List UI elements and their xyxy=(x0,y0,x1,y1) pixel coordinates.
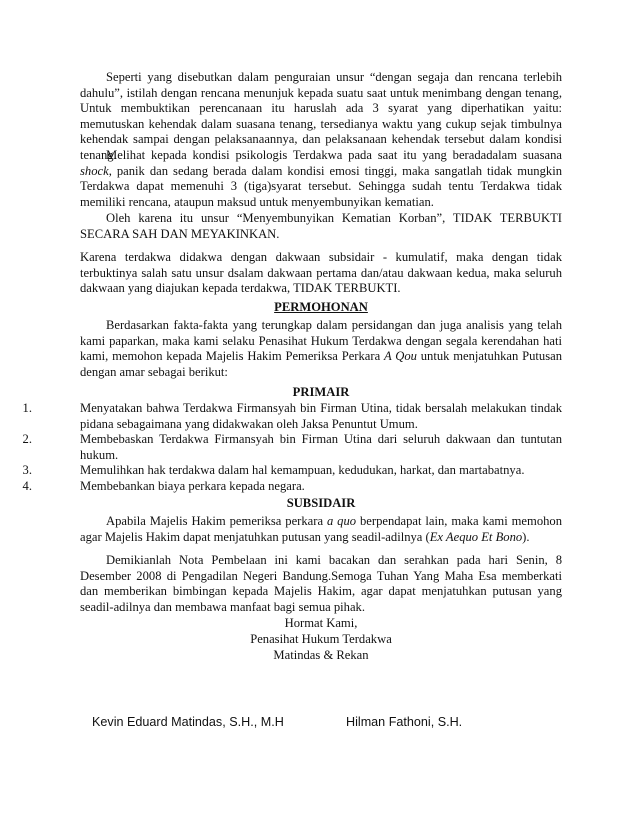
paragraph-text: Karena terdakwa didakwa dengan dakwaan subsidair - kumulatif, maka dengan tidak terbuktinya salah satu unsur dsalam dakwaan pertama dan/atau dakwaan kedua, maka seluruh dakwaan yang diajukan kepada terdakwa, TIDAK TERBUKTI. xyxy=(80,250,562,296)
paragraph-text: , panik dan sedang berada dalam kondisi emosi tinggi, maka sangatlah tidak mungkin Terdakwa dapat memenuhi 3 (tiga)syarat tersebut. Sehingga sudah tentu Terdakwa tidak memiliki rencana, ataupun maksud untuk menyembunyikan kematian. xyxy=(80,163,562,209)
heading-primair: PRIMAIR xyxy=(292,385,350,399)
list-text: Memulihkan hak terdakwa dalam hal kemampuan, kedudukan, harkat, dan martabatnya. xyxy=(80,463,525,478)
list-text: Menyatakan bahwa Terdakwa Firmansyah bin Firman Utina, tidak bersalah melakukan tindak pidana sebagaimana yang didakwakan oleh Jaksa Penuntut Umum. xyxy=(80,401,562,431)
paragraph-subsidair xyxy=(80,514,562,545)
list-item xyxy=(22,401,562,432)
closing-role: Penasihat Hukum Terdakwa xyxy=(250,632,392,646)
list-text: Membebankan biaya perkara kepada negara. xyxy=(80,478,305,493)
paragraph-text: ). xyxy=(522,529,530,544)
paragraph-cumulative-charge xyxy=(80,250,562,297)
list-number: 2. xyxy=(22,432,32,447)
paragraph-request xyxy=(80,318,562,380)
paragraph-text: Oleh karena itu unsur “Menyembunyikan Kematian Korban”, TIDAK TERBUKTI SECARA SAH DAN MEYAKINKAN. xyxy=(80,211,562,241)
italic-term: A Qou xyxy=(383,349,417,364)
paragraph-text: Seperti yang disebutkan dalam penguraian unsur “dengan segaja dan rencana terlebih dahulu”, istilah dengan rencana menunjuk kepada suatu saat untuk menimbang dengan tenang, Untuk membuktikan perencanaan itu haruslah ada 3 syarat yang diperhatikan yaitu: memutuskan kehendak dalam suasana tenang, tersedianya waktu yang cukup sejak timbulnya kehendak sampai dengan pelaksanaannya, dan pelaksanaan kehendak tersebut dalam kondisi tenang. xyxy=(80,70,562,162)
paragraph-text: untuk menjatuhkan Putusan dengan amar sebagai berikut: xyxy=(80,349,562,379)
closing-firm: Matindas & Rekan xyxy=(273,648,369,662)
list-number: 3. xyxy=(22,463,32,478)
closing-regards: Hormat Kami, xyxy=(284,616,358,630)
heading-permohonan: PERMOHONAN xyxy=(274,300,368,314)
paragraph-text: Melihat kepada kondisi psikologis Terdakwa pada saat itu yang beradadalam suasana xyxy=(106,148,562,162)
signatory-right: Hilman Fathoni, S.H. xyxy=(346,715,463,729)
heading-subsidair: SUBSIDAIR xyxy=(286,496,356,510)
list-number: 4. xyxy=(22,478,32,493)
paragraph-text: Apabila Majelis Hakim pemeriksa perkara xyxy=(106,514,327,528)
paragraph-psychological-condition xyxy=(80,148,562,210)
italic-term: Ex Aequo Et Bono xyxy=(429,529,523,544)
list-text: Membebaskan Terdakwa Firmansyah bin Firman Utina dari seluruh dakwaan dan tuntutan hukum. xyxy=(80,432,562,462)
list-item xyxy=(22,432,562,463)
signatory-left: Kevin Eduard Matindas, S.H., M.H xyxy=(92,715,284,729)
paragraph-conclusion-element xyxy=(80,211,562,242)
paragraph-closing-statement xyxy=(80,553,562,615)
italic-term: a quo xyxy=(326,514,357,528)
paragraph-text: berpendapat lain, maka kami memohon agar Majelis Hakim dapat menjatuhkan putusan yang seadil-adilnya ( xyxy=(80,514,563,544)
list-number: 1. xyxy=(22,401,32,415)
italic-term: shock xyxy=(80,163,109,178)
paragraph-text: Demikianlah Nota Pembelaan ini kami bacakan dan serahkan pada hari Senin, 8 Desember 2008 di Pengadilan Negeri Bandung.Semoga Tuhan Yang Maha Esa memberkati dan memberikan bimbingan kepada Majelis Hakim, agar dapat menjatuhkan putusan yang seadil-adilnya dan membawa manfaat bagi semua pihak. xyxy=(80,553,562,614)
paragraph-text: Berdasarkan fakta-fakta yang terungkap dalam persidangan dan juga analisis yang telah kami paparkan, maka kami selaku Penasihat Hukum Terdakwa dengan segala kerendahan hati kami, memohon kepada Majelis Hakim Pemeriksa Perkara xyxy=(80,318,562,364)
list-item xyxy=(22,478,562,495)
primair-list xyxy=(22,401,562,495)
list-item xyxy=(22,463,562,479)
